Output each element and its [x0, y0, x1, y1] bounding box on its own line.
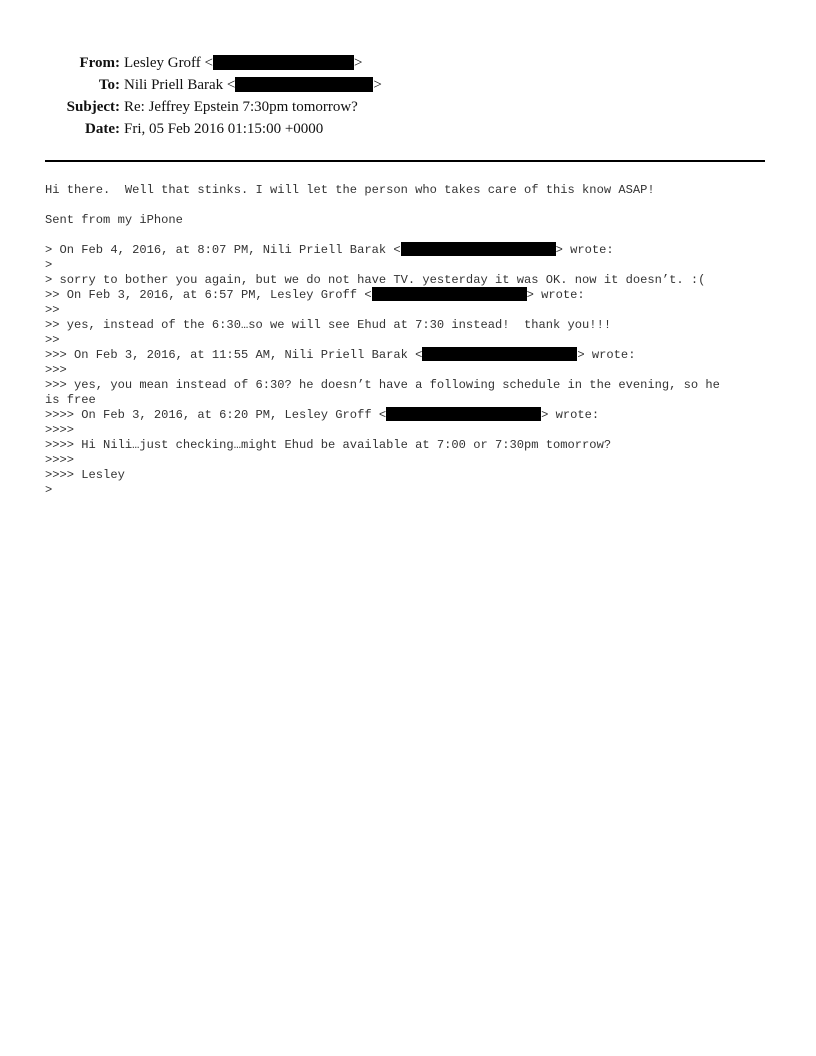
from-value [124, 52, 362, 74]
quote-text: >>> On Feb 3, 2016, at 11:55 AM, Nili Priell Barak < [45, 348, 423, 362]
quote-line: >> [45, 333, 60, 347]
quote-line [45, 288, 775, 303]
quote-line: > [45, 258, 53, 272]
quote-line: >>> [45, 363, 67, 377]
email-header [0, 52, 816, 140]
redaction-block [213, 55, 354, 70]
quote-line [45, 348, 775, 363]
to-name: Nili Priell Barak < [124, 77, 236, 93]
quote-line [45, 408, 775, 423]
quote-line: >>>> Lesley [45, 468, 125, 482]
redaction-block [401, 242, 556, 256]
quote-line: >> [45, 303, 60, 317]
quote-text: > wrote: [526, 288, 585, 302]
date-label: Date: [85, 121, 120, 137]
quote-line [45, 243, 775, 258]
body-line: Sent from my iPhone [45, 213, 183, 227]
body-line: Hi there. Well that stinks. I will let the person who takes care of this know ASAP! [45, 183, 655, 197]
quote-text: >> On Feb 3, 2016, at 6:57 PM, Lesley Groff < [45, 288, 372, 302]
quote-line: >>>> Hi Nili…just checking…might Ehud be available at 7:00 or 7:30pm tomorrow? [45, 438, 612, 452]
date-value: Fri, 05 Feb 2016 01:15:00 +0000 [124, 121, 324, 137]
redaction-block [386, 407, 541, 421]
subject-row [0, 96, 816, 118]
from-label: From: [79, 55, 120, 71]
from-close: > [354, 55, 363, 71]
to-value [124, 74, 382, 96]
quote-text: > wrote: [555, 243, 614, 257]
subject-value: Re: Jeffrey Epstein 7:30pm tomorrow? [124, 99, 358, 115]
quote-text: > wrote: [577, 348, 636, 362]
from-name: Lesley Groff < [124, 55, 213, 71]
date-row [0, 118, 816, 140]
quote-text: > On Feb 4, 2016, at 8:07 PM, Nili Priell Barak < [45, 243, 401, 257]
from-row [0, 52, 816, 74]
to-row [0, 74, 816, 96]
quote-line: >>>> [45, 423, 75, 437]
redaction-block [372, 287, 527, 301]
quote-line: > sorry to bother you again, but we do not have TV. yesterday it was OK. now it doesn’t. :( [45, 273, 706, 287]
subject-label: Subject: [66, 99, 120, 115]
blank-line [45, 198, 775, 213]
quote-text: >>>> On Feb 3, 2016, at 6:20 PM, Lesley Groff < [45, 408, 387, 422]
blank-line [45, 228, 775, 243]
redaction-block [235, 77, 373, 92]
quote-line: > [45, 483, 53, 497]
quote-line: >>> yes, you mean instead of 6:30? he doesn’t have a following schedule in the evening, so he [45, 378, 720, 392]
quote-line: is free [45, 393, 96, 407]
quote-line: >> yes, instead of the 6:30…so we will see Ehud at 7:30 instead! thank you!!! [45, 318, 612, 332]
redaction-block [422, 347, 577, 361]
email-body [45, 183, 775, 498]
to-close: > [373, 77, 382, 93]
to-label: To: [98, 77, 120, 93]
quote-line: >>>> [45, 453, 75, 467]
quote-text: > wrote: [541, 408, 600, 422]
header-divider [45, 160, 765, 162]
